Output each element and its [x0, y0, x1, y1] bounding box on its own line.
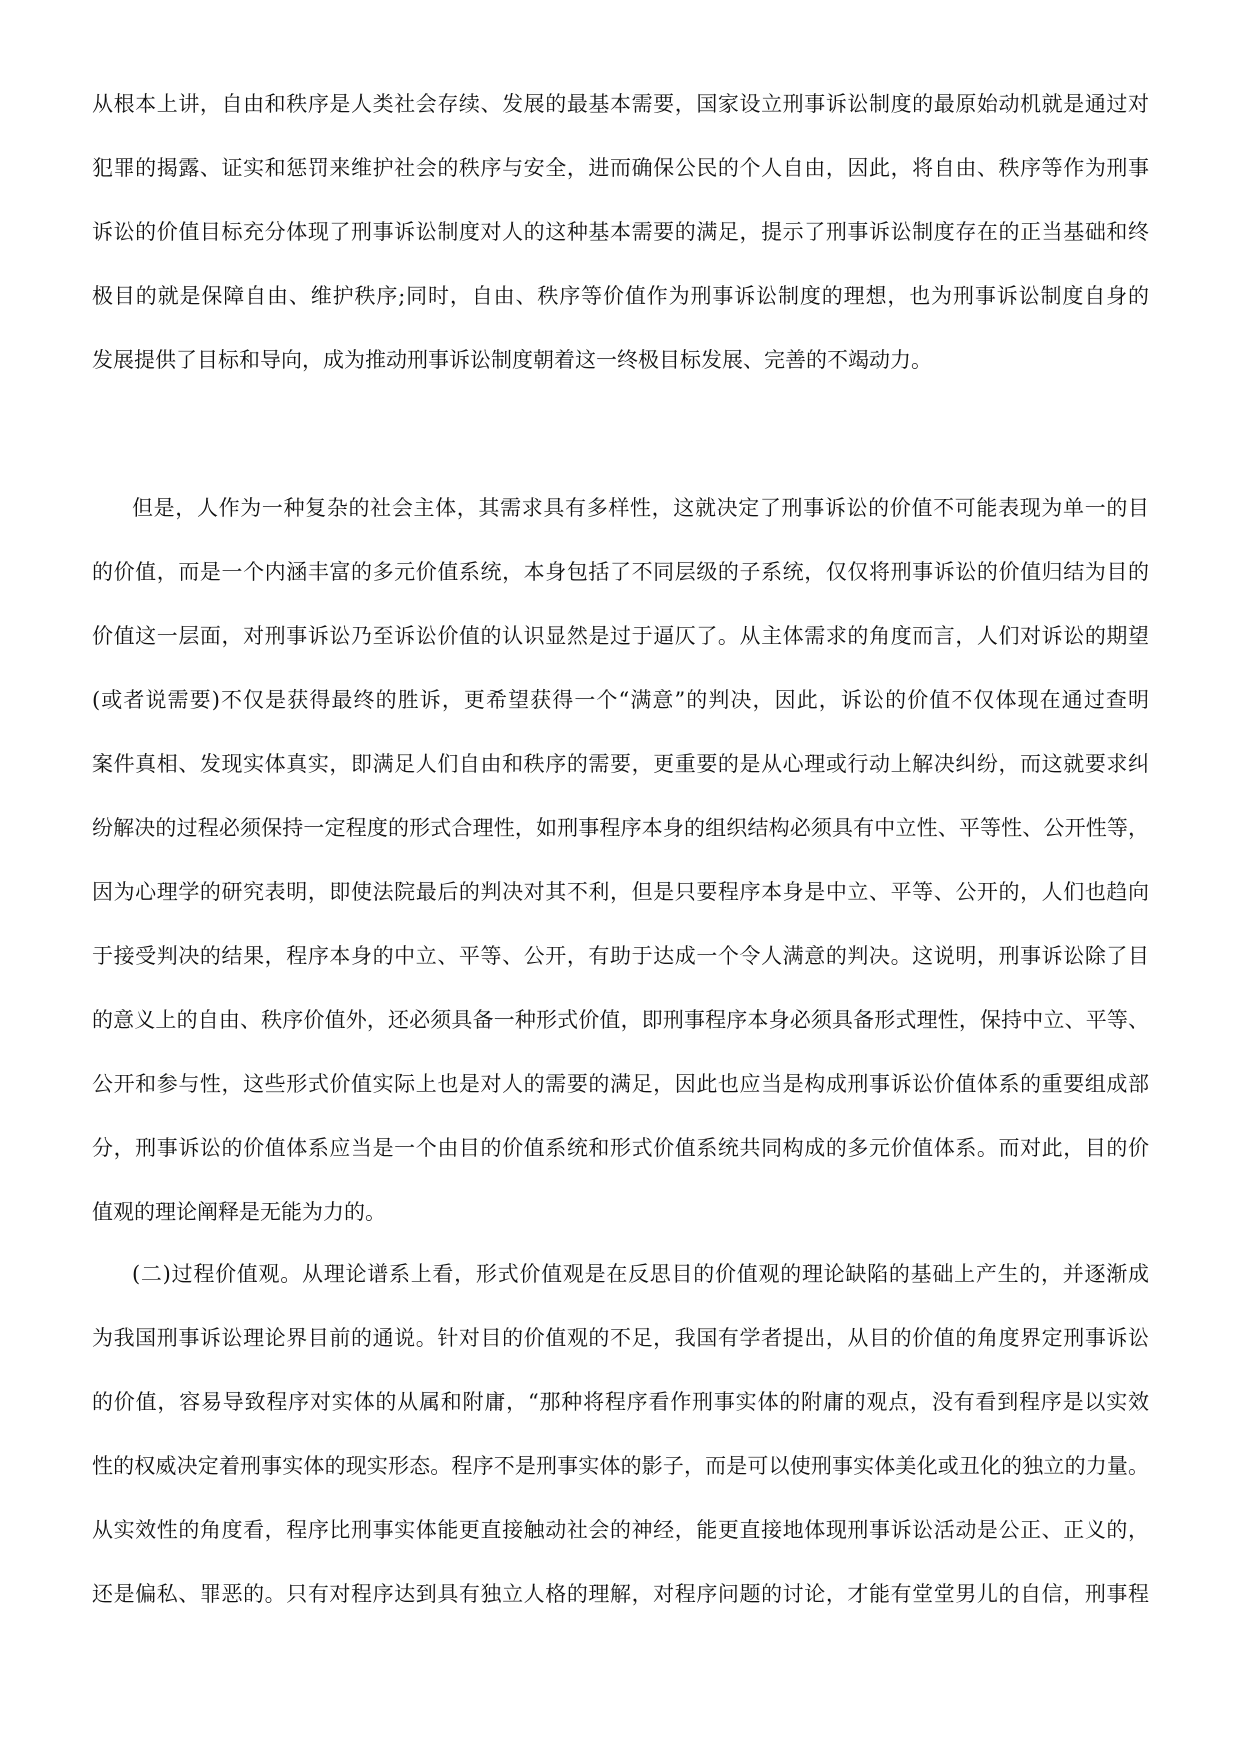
text-line: 极目的就是保障自由、维护秩序;同时，自由、秩序等价值作为刑事诉讼制度的理想，也为刑事诉讼制度自身的	[92, 284, 1149, 308]
text-line: 诉讼的价值目标充分体现了刑事诉讼制度对人的这种基本需要的满足，提示了刑事诉讼制度存在的正当基础和终	[92, 220, 1149, 244]
text-line: 价值这一层面，对刑事诉讼乃至诉讼价值的认识显然是过于逼仄了。从主体需求的角度而言，人们对诉讼的期望	[92, 624, 1149, 648]
text-line: 从实效性的角度看，程序比刑事实体能更直接触动社会的神经，能更直接地体现刑事诉讼活动是公正、正义的，	[92, 1518, 1149, 1542]
paragraph-2	[92, 436, 1149, 1244]
text-line: (二)过程价值观。从理论谱系上看，形式价值观是在反思目的价值观的理论缺陷的基础上产生的，并逐渐成	[132, 1262, 1149, 1286]
text-line: 的价值，容易导致程序对实体的从属和附庸，“那种将程序看作刑事实体的附庸的观点，没有看到程序是以实效	[92, 1390, 1149, 1414]
text-line: 性的权威决定着刑事实体的现实形态。程序不是刑事实体的影子，而是可以使刑事实体美化或丑化的独立的力量。	[92, 1454, 1149, 1478]
text-line: 于接受判决的结果，程序本身的中立、平等、公开，有助于达成一个令人满意的判决。这说明，刑事诉讼除了目	[92, 944, 1149, 968]
text-line: 为我国刑事诉讼理论界目前的通说。针对目的价值观的不足，我国有学者提出，从目的价值的角度界定刑事诉讼	[92, 1326, 1149, 1350]
text-line: 的意义上的自由、秩序价值外，还必须具备一种形式价值，即刑事程序本身必须具备形式理性，保持中立、平等、	[92, 1008, 1149, 1032]
text-line: 从根本上讲，自由和秩序是人类社会存续、发展的最基本需要，国家设立刑事诉讼制度的最原始动机就是通过对	[92, 92, 1149, 116]
text-line: 值观的理论阐释是无能为力的。	[92, 1200, 386, 1224]
paragraph-3	[92, 1202, 1149, 1626]
text-line: 发展提供了目标和导向，成为推动刑事诉讼制度朝着这一终极目标发展、完善的不竭动力。	[92, 348, 932, 372]
text-line: 犯罪的揭露、证实和惩罚来维护社会的秩序与安全，进而确保公民的个人自由，因此，将自由、秩序等作为刑事	[92, 156, 1149, 180]
text-line: 但是，人作为一种复杂的社会主体，其需求具有多样性，这就决定了刑事诉讼的价值不可能表现为单一的目	[132, 496, 1149, 520]
paragraph-1	[92, 0, 1149, 392]
text-line: 案件真相、发现实体真实，即满足人们自由和秩序的需要，更重要的是从心理或行动上解决纠纷，而这就要求纠	[92, 752, 1149, 776]
text-line: 的价值，而是一个内涵丰富的多元价值系统，本身包括了不同层级的子系统，仅仅将刑事诉讼的价值归结为目的	[92, 560, 1149, 584]
text-line: 分，刑事诉讼的价值体系应当是一个由目的价值系统和形式价值系统共同构成的多元价值体系。而对此，目的价	[92, 1136, 1149, 1160]
text-line: (或者说需要)不仅是获得最终的胜诉，更希望获得一个“满意”的判决，因此，诉讼的价值不仅体现在通过查明	[92, 688, 1149, 712]
text-line: 因为心理学的研究表明，即使法院最后的判决对其不利，但是只要程序本身是中立、平等、公开的，人们也趋向	[92, 880, 1149, 904]
text-line: 还是偏私、罪恶的。只有对程序达到具有独立人格的理解，对程序问题的讨论，才能有堂堂男儿的自信，刑事程	[92, 1582, 1149, 1606]
text-line: 纷解决的过程必须保持一定程度的形式合理性，如刑事程序本身的组织结构必须具有中立性、平等性、公开性等，	[92, 816, 1149, 840]
text-line: 公开和参与性，这些形式价值实际上也是对人的需要的满足，因此也应当是构成刑事诉讼价值体系的重要组成部	[92, 1072, 1149, 1096]
